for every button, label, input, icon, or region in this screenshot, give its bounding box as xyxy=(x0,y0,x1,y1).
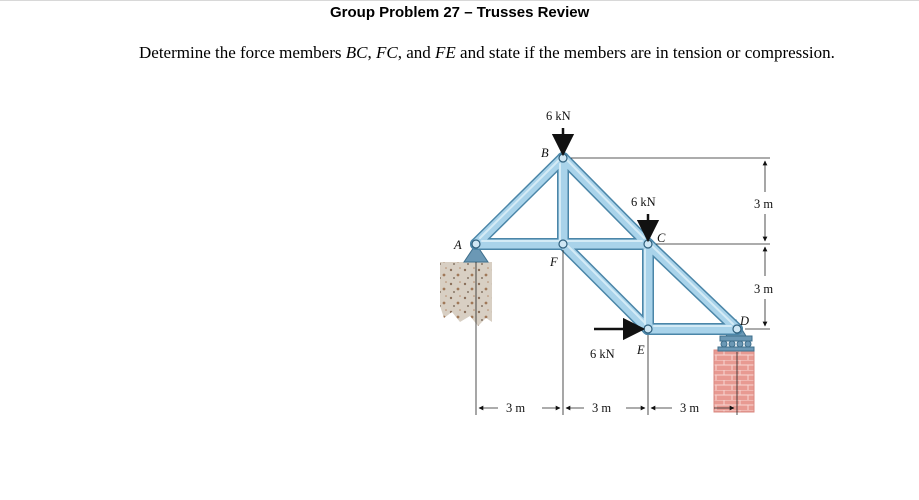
joint-label-e: E xyxy=(637,343,645,357)
joint-label-d: D xyxy=(740,314,750,328)
load-label-b: 6 kN xyxy=(546,109,571,123)
brick-pier-d xyxy=(714,350,754,412)
dim-label-v2: 3 m xyxy=(754,282,774,296)
load-label-e: 6 kN xyxy=(590,347,615,361)
member-fe xyxy=(563,244,648,329)
member-bc-label: BC xyxy=(345,43,368,62)
pin-b xyxy=(559,154,567,162)
page-title: Group Problem 27 – Trusses Review xyxy=(330,4,590,21)
dim-label-h1: 3 m xyxy=(506,401,526,415)
joint-label-f: F xyxy=(550,255,558,269)
problem-sep-2: , and xyxy=(397,43,436,62)
joint-label-b: B xyxy=(541,146,549,160)
member-ab xyxy=(476,158,563,244)
pin-c xyxy=(644,240,652,248)
ground-support-a xyxy=(440,262,492,326)
problem-text-2: and state if the members are in tension or compression. xyxy=(455,43,835,62)
joint-label-c: C xyxy=(657,231,666,245)
pin-e xyxy=(644,325,652,333)
member-fe-label: FE xyxy=(435,43,456,62)
pin-f xyxy=(559,240,567,248)
problem-text-1: Determine the force members xyxy=(139,43,346,62)
dim-label-v1: 3 m xyxy=(754,197,774,211)
problem-sep-1: , xyxy=(367,43,376,62)
dim-label-h3: 3 m xyxy=(680,401,700,415)
joint-label-a: A xyxy=(454,238,462,252)
pin-a xyxy=(472,240,480,248)
member-fc-label: FC xyxy=(375,43,398,62)
load-label-c: 6 kN xyxy=(631,195,656,209)
dim-label-h2: 3 m xyxy=(592,401,612,415)
